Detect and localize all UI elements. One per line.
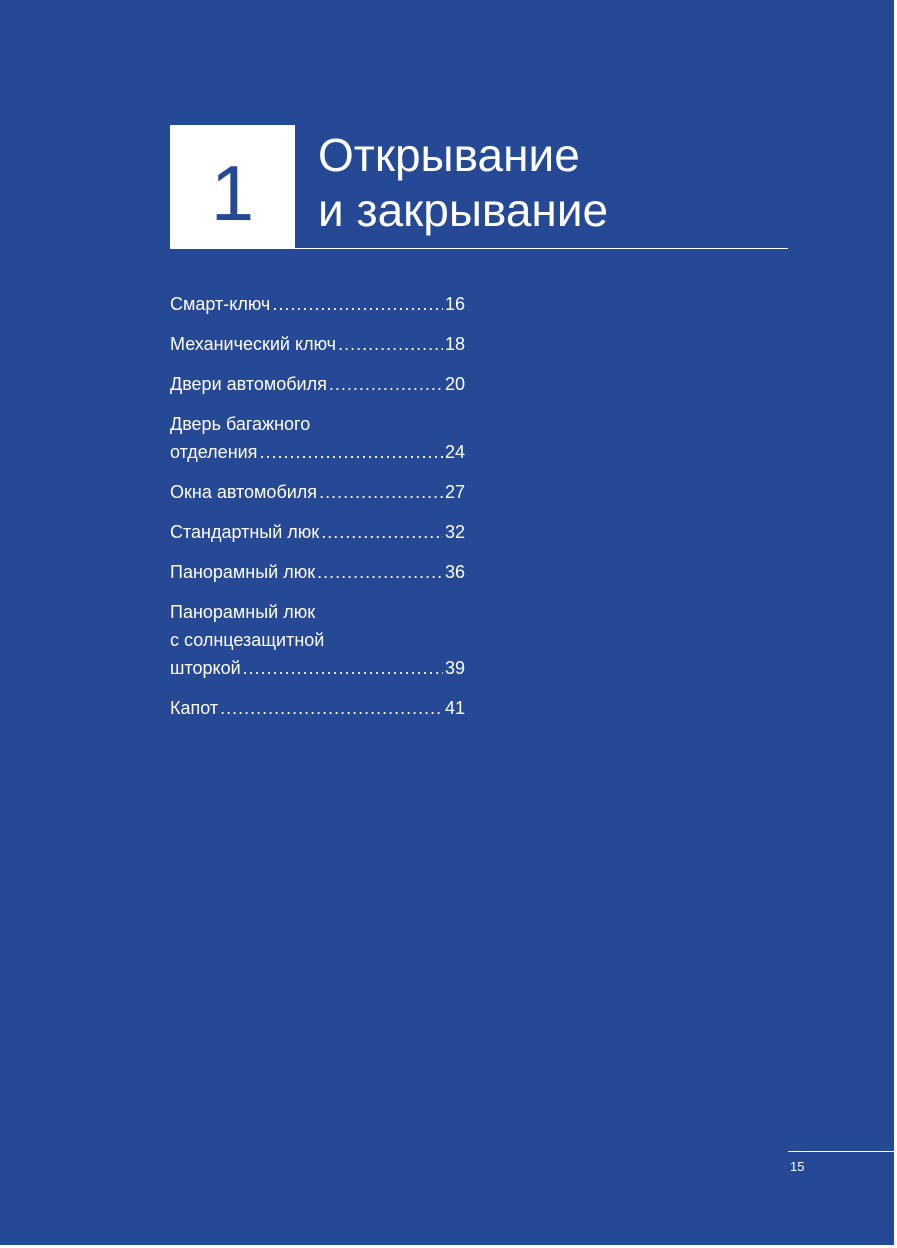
toc-page-number: 41 — [444, 698, 465, 718]
toc-item-vehicle-windows[interactable] — [170, 478, 465, 506]
toc-item-vehicle-doors[interactable] — [170, 370, 465, 398]
toc-entry-row — [170, 694, 465, 722]
toc-entry-title: Окна автомобиля — [170, 482, 318, 502]
toc-item-hood[interactable] — [170, 694, 465, 722]
toc-entry-title: Стандартный люк — [170, 522, 320, 542]
toc-entry-row — [170, 518, 465, 546]
toc-entry-row — [170, 558, 465, 586]
toc-entry-title: Механический ключ — [170, 334, 337, 354]
toc-entry-title: Смарт-ключ — [170, 294, 271, 314]
table-of-contents — [170, 290, 465, 734]
toc-page-number: 39 — [444, 658, 465, 678]
chapter-number: 1 — [210, 149, 255, 237]
page-number-rule — [788, 1151, 894, 1152]
toc-item-tailgate[interactable] — [170, 410, 465, 466]
toc-page-number: 27 — [444, 482, 465, 502]
toc-item-panoramic-sunroof[interactable] — [170, 558, 465, 586]
toc-leader-dots — [272, 290, 443, 318]
toc-entry-row — [170, 654, 465, 682]
toc-entry-title: отделения — [170, 442, 258, 462]
toc-entry-row — [170, 478, 465, 506]
toc-leader-dots — [319, 478, 443, 506]
toc-entry-row — [170, 330, 465, 358]
toc-leader-dots — [338, 330, 443, 358]
chapter-title-line-2: и закрывание — [318, 184, 609, 236]
toc-page-number: 36 — [444, 562, 465, 582]
toc-page-number: 18 — [444, 334, 465, 354]
toc-item-mechanical-key[interactable] — [170, 330, 465, 358]
toc-leader-dots — [317, 558, 443, 586]
toc-entry-title: Капот — [170, 698, 219, 718]
toc-leader-dots — [321, 518, 443, 546]
title-underline — [295, 248, 788, 249]
chapter-number-box — [170, 125, 295, 249]
toc-page-number: 20 — [444, 374, 465, 394]
toc-entry-title-line: Панорамный люк — [170, 602, 316, 622]
toc-item-panoramic-sunroof-with-shade[interactable] — [170, 598, 465, 682]
toc-leader-dots — [329, 370, 443, 398]
toc-item-standard-sunroof[interactable] — [170, 518, 465, 546]
toc-entry-row — [170, 438, 465, 466]
chapter-title — [318, 128, 778, 238]
toc-entry-title: шторкой — [170, 658, 241, 678]
chapter-title-line-1: Открывание — [318, 129, 580, 181]
toc-page-number: 24 — [444, 442, 465, 462]
toc-leader-dots — [259, 438, 443, 466]
toc-entry-title-line: Дверь багажного — [170, 414, 311, 434]
toc-page-number: 16 — [444, 294, 465, 314]
toc-leader-dots — [243, 654, 443, 682]
toc-entry-row — [170, 290, 465, 318]
toc-entry-title-line: с солнцезащитной — [170, 630, 325, 650]
page-number: 15 — [790, 1159, 805, 1174]
toc-entry-title: Двери автомобиля — [170, 374, 327, 394]
toc-page-number: 32 — [444, 522, 465, 542]
toc-item-smart-key[interactable] — [170, 290, 465, 318]
toc-entry-title: Панорамный люк — [170, 562, 316, 582]
toc-leader-dots — [220, 694, 443, 722]
toc-entry-row — [170, 370, 465, 398]
